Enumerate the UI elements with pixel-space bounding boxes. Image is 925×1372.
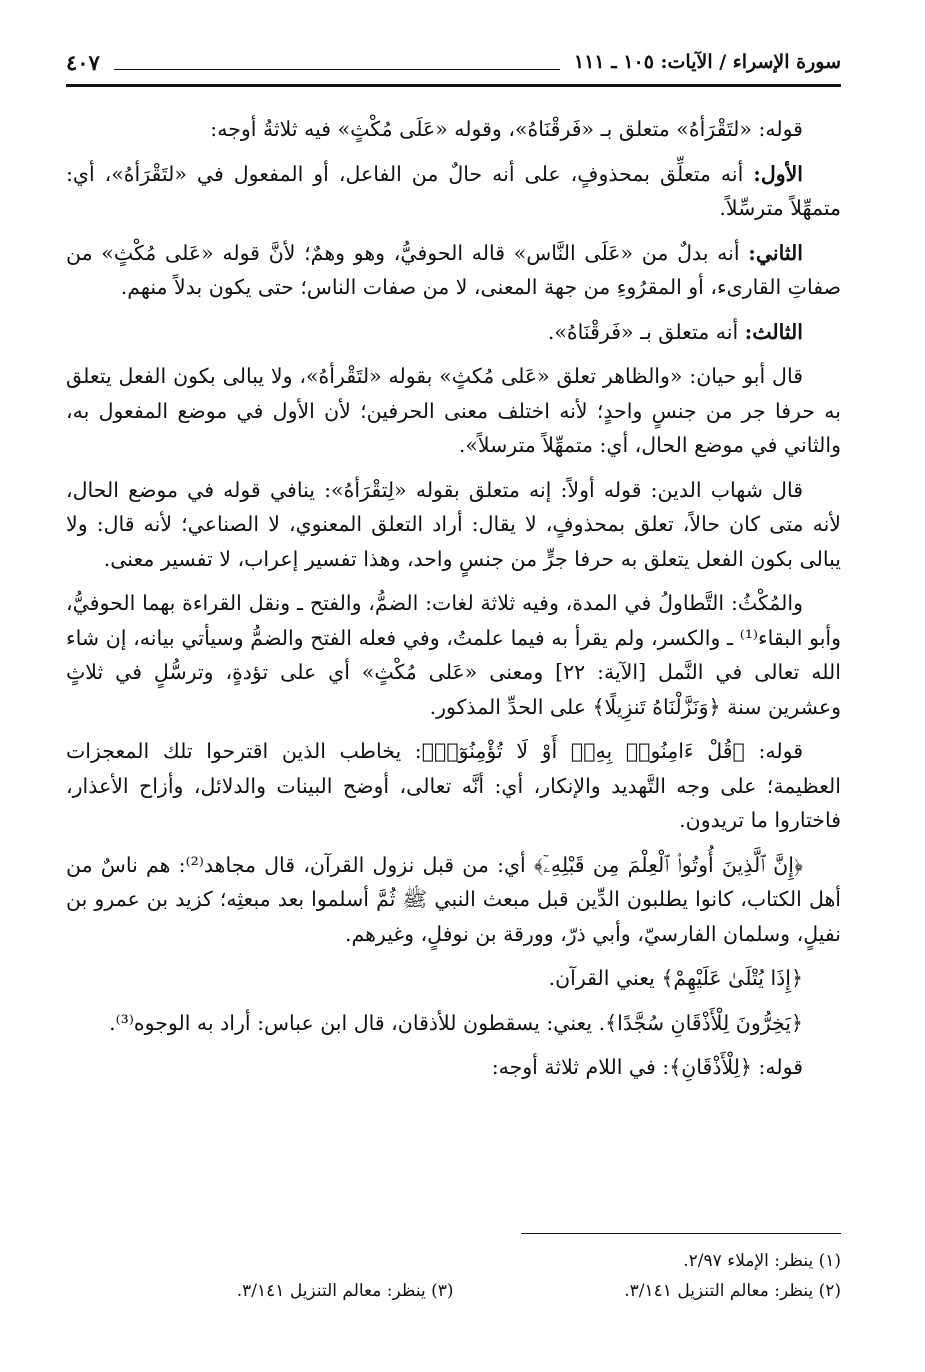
paragraph: قال شهاب الدين: قوله أولاً: إنه متعلق بقوله «لِتقْرَأهُ»: ينافي قوله في موضع الحال، لأنه متى كان حالاً، تعلق بمحذوفٍ، لا يقال: أراد التعلق المعنوي، لا الصناعي؛ لأنه قال: ولا يبالى بكون الفعل يتعلق به حرفا جرٍّ من جنسٍ واحد، وهذا تفسير إعراب، لا تفسير معنى.: [66, 477, 841, 571]
paragraph: قوله: «لتَقْرَأهُ» متعلق بـ «فَرقْنَاهُ»، وقوله «عَلَى مُكْثٍ» فيه ثلاثةُ أوجه:: [210, 117, 803, 141]
paragraph: ﴿يَخِرُّونَ لِلْأَذْقَانِ سُجَّدًا﴾. يعني: يسقطون للأذقان، قال ابن عباس: أراد به الوجوه⁽³⁾.: [109, 1010, 803, 1035]
footnote-rule: [521, 1233, 841, 1234]
paragraph: قال أبو حيان: «والظاهر تعلق «عَلى مُكثٍ» بقوله «لتَقْرأهُ»، ولا يبالى بكون الفعل يتعلق به حرفا جر من جنسٍ واحدٍ؛ لأنه اختلف معنى الحرفين؛ لأن الأول في موضع المفعول به، والثاني في موضع الحال، أي: متمهِّلاً مترسلاً».: [66, 364, 841, 457]
footnotes: [66, 1246, 841, 1306]
paragraph: قوله: ﴿لِلْأَذْقَانِ﴾: في اللام ثلاثة أوجه:: [491, 1055, 803, 1079]
section-label: الثالث:: [744, 319, 803, 344]
header-rule: [114, 69, 560, 70]
section-label: الثاني:: [748, 240, 803, 265]
paragraph: والمُكْثُ: التَّطاولُ في المدة، وفيه ثلاثة لغات: الضمُّ، والفتح ـ ونقل القراءة بهما الحوفيُّ، وأبو البقاء⁽¹⁾ ـ والكسر، ولم يقرأ به فيما علمتُ، وفي فعله الفتح والضمُّ وسيأتي بيانه، إن شاء الله تعالى في النَّمل [الآية: ٢٢] ومعنى «عَلى مُكْثٍ» أي على تؤدةٍ، وترسُّلٍ في ثلاثٍ وعشرين سنة ﴿وَنَزَّلْنَاهُ تَنزِيلًا﴾ على الحدِّ المذكور.: [66, 591, 841, 719]
main-text: [66, 112, 841, 1212]
paragraph: الثاني: أنه بدلٌ من «عَلَى النَّاس» قاله الحوفيُّ، وهو وهمٌ؛ لأنَّ قوله «عَلى مُكْثٍ» من صفاتِ القارىء، أو المقرُوءِ من جهة المعنى، لا من صفات الناس؛ حتى يكون بدلاً منهم.: [66, 240, 841, 299]
paragraph: الأول: أنه متعلِّق بمحذوفٍ، على أنه حالٌ من الفاعل، أو المفعول في «لتَقْرَأهُ»، أي: متمهِّلاً مترسِّلاً.: [66, 161, 841, 220]
footnote-row: [66, 1276, 841, 1306]
footnote-1: (١) ينظر: الإملاء ٢/٩٧.: [683, 1251, 841, 1271]
footnote-2: (٢) ينظر: معالم التنزيل ٣/١٤١.: [624, 1281, 841, 1301]
section-label: الأول:: [753, 161, 803, 186]
paragraph: ﴿إِذَا يُتْلَىٰ عَلَيْهِمْ﴾ يعني القرآن.: [548, 966, 803, 990]
page-header: [66, 40, 841, 87]
page-number: ٤٠٧: [66, 49, 100, 75]
footnote-3: (٣) ينظر: معالم التنزيل ٣/١٤١.: [236, 1281, 454, 1301]
running-title: سورة الإسراء / الآيات: ١٠٥ ـ ١١١: [573, 51, 841, 73]
paragraph: الثالث: أنه متعلق بـ «فَرقْنَاهُ».: [547, 319, 803, 344]
paragraph: قوله: ﴿قُلْ ءَامِنُوا۟ بِهِۦٓ أَوْ لَا تُؤْمِنُوٓا۟﴾: يخاطب الذين اقترحوا تلك المعجزات العظيمة؛ على وجه التَّهديد والإنكار، أي: أنَّه تعالى، أوضح البينات والدلائل، وأزاح الأعذار، فاختاروا ما تريدون.: [66, 739, 841, 832]
paragraph: ﴿إِنَّ ٱلَّذِينَ أُوتُوا۟ ٱلْعِلْمَ مِن قَبْلِهِۦٓ﴾ أي: من قبل نزول القرآن، قال مجاهد⁽²⁾: هم ناسٌ من أهل الكتاب، كانوا يطلبون الدِّين قبل مبعث النبي ﷺ ثُمَّ أسلموا بعد مبعثِه؛ كزيد بن عمرو بن نفيلٍ، وسلمان الفارسيّ، وأبي ذرّ، وورقة بن نوفلٍ، وغيرهم.: [66, 852, 841, 946]
